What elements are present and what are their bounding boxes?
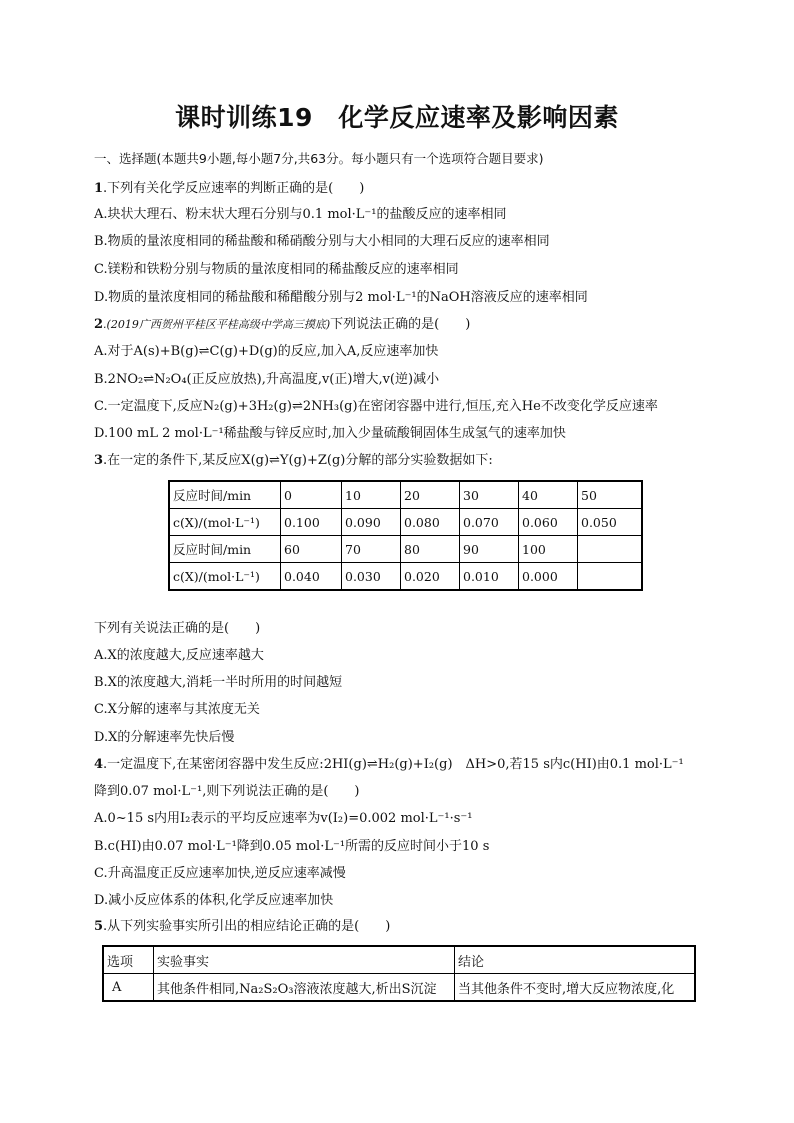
page-title: 课时训练19 化学反应速率及影响因素 <box>175 103 619 132</box>
table-cell: c(X)/(mol·L⁻¹) <box>169 563 281 591</box>
question-source: .(2019广西贺州平桂区平桂高级中学高三摸底) <box>103 318 331 331</box>
table-cell: 60 <box>281 536 342 563</box>
table-row <box>169 481 642 509</box>
question-4-option-b: B.c(HI)由0.07 mol·L⁻¹降到0.05 mol·L⁻¹所需的反应时间小于10 s <box>94 839 490 854</box>
table-row <box>169 536 642 563</box>
question-3-option-c: C.X分解的速率与其浓度无关 <box>94 702 260 717</box>
question-3-stem <box>94 452 493 470</box>
stem-text: .在一定的条件下,某反应X(g)⇌Y(g)+Z(g)分解的部分实验数据如下: <box>103 453 493 468</box>
table-cell: 70 <box>342 536 401 563</box>
question-1-option-c: C.镁粉和铁粉分别与物质的量浓度相同的稀盐酸反应的速率相同 <box>94 262 459 277</box>
question-number: 5 <box>94 919 104 934</box>
question-2-option-c: C.一定温度下,反应N₂(g)+3H₂(g)⇌2NH₃(g)在密闭容器中进行,恒压,充入He不改变化学反应速率 <box>94 399 658 414</box>
table-cell: 反应时间/min <box>169 536 281 563</box>
question-3-option-b: B.X的浓度越大,消耗一半时所用的时间越短 <box>94 675 343 690</box>
stem-text: 下列说法正确的是( ) <box>330 317 471 332</box>
table-cell <box>578 563 643 591</box>
question-4-option-c: C.升高温度正反应速率加快,逆反应速率减慢 <box>94 866 346 881</box>
stem-text: .下列有关化学反应速率的判断正确的是( ) <box>103 181 365 196</box>
conclusion-table <box>102 945 696 1002</box>
question-4-option-a: A.0~15 s内用I₂表示的平均反应速率为v(I₂)=0.002 mol·L⁻¹·s⁻¹ <box>94 811 473 826</box>
table-cell: 0 <box>281 481 342 509</box>
question-4-stem <box>94 756 684 774</box>
table-cell: 0.050 <box>578 509 643 536</box>
question-3-option-d: D.X的分解速率先快后慢 <box>94 730 235 745</box>
table-cell: 0.010 <box>460 563 519 591</box>
question-2-option-b: B.2NO₂⇌N₂O₄(正反应放热),升高温度,v(正)增大,v(逆)减小 <box>94 372 440 387</box>
section-header: 一、选择题(本题共9小题,每小题7分,共63分。每小题只有一个选项符合题目要求) <box>94 151 544 166</box>
table-header-cell: 实验事实 <box>154 946 455 974</box>
stem-text: .从下列实验事实所引出的相应结论正确的是( ) <box>103 919 391 934</box>
question-number: 4 <box>94 757 104 772</box>
table-cell: 0.040 <box>281 563 342 591</box>
table-cell: 其他条件相同,Na₂S₂O₃溶液浓度越大,析出S沉淀 <box>154 974 455 1002</box>
table-cell: 80 <box>401 536 460 563</box>
question-1-stem <box>94 180 364 198</box>
table-cell: 40 <box>519 481 578 509</box>
question-number: 3 <box>94 453 104 468</box>
table-row <box>169 563 642 591</box>
table-cell: 0.000 <box>519 563 578 591</box>
question-2-option-a: A.对于A(s)+B(g)⇌C(g)+D(g)的反应,加入A,反应速率加快 <box>94 344 439 359</box>
table-cell: c(X)/(mol·L⁻¹) <box>169 509 281 536</box>
table-cell: 反应时间/min <box>169 481 281 509</box>
table-header-cell: 选项 <box>103 946 154 974</box>
table-cell: 0.060 <box>519 509 578 536</box>
table-cell: 30 <box>460 481 519 509</box>
table-cell: 0.020 <box>401 563 460 591</box>
question-3-prompt: 下列有关说法正确的是( ) <box>94 621 261 636</box>
table-cell <box>578 536 643 563</box>
table-cell: 当其他条件不变时,增大反应物浓度,化 <box>455 974 696 1002</box>
data-table <box>168 480 643 591</box>
table-cell: A <box>103 974 154 1002</box>
question-4-option-d: D.减小反应体系的体积,化学反应速率加快 <box>94 893 334 908</box>
table-cell: 100 <box>519 536 578 563</box>
table-cell: 90 <box>460 536 519 563</box>
table-cell: 0.070 <box>460 509 519 536</box>
question-1-option-a: A.块状大理石、粉末状大理石分别与0.1 mol·L⁻¹的盐酸反应的速率相同 <box>94 207 507 222</box>
question-number: 1 <box>94 181 104 196</box>
question-number: 2 <box>94 317 104 332</box>
question-3-option-a: A.X的浓度越大,反应速率越大 <box>94 648 264 663</box>
table-row <box>103 974 695 1002</box>
stem-text: .一定温度下,在某密闭容器中发生反应:2HI(g)⇌H₂(g)+I₂(g) ΔH>0,若15 s内c(HI)由0.1 mol·L⁻¹ <box>103 757 684 772</box>
table-cell: 0.100 <box>281 509 342 536</box>
question-2-option-d: D.100 mL 2 mol·L⁻¹稀盐酸与锌反应时,加入少量硫酸铜固体生成氢气的速率加快 <box>94 426 566 441</box>
question-5-stem <box>94 918 390 936</box>
question-1-option-d: D.物质的量浓度相同的稀盐酸和稀醋酸分别与2 mol·L⁻¹的NaOH溶液反应的速率相同 <box>94 290 588 305</box>
table-header-cell: 结论 <box>455 946 696 974</box>
table-cell: 20 <box>401 481 460 509</box>
question-2-stem <box>94 316 470 334</box>
table-row <box>169 509 642 536</box>
question-1-option-b: B.物质的量浓度相同的稀盐酸和稀硝酸分别与大小相同的大理石反应的速率相同 <box>94 234 550 249</box>
table-row <box>103 946 695 974</box>
table-cell: 10 <box>342 481 401 509</box>
table-cell: 0.030 <box>342 563 401 591</box>
question-4-stem-continued: 降到0.07 mol·L⁻¹,则下列说法正确的是( ) <box>94 784 360 799</box>
table-cell: 50 <box>578 481 643 509</box>
table-cell: 0.090 <box>342 509 401 536</box>
table-cell: 0.080 <box>401 509 460 536</box>
